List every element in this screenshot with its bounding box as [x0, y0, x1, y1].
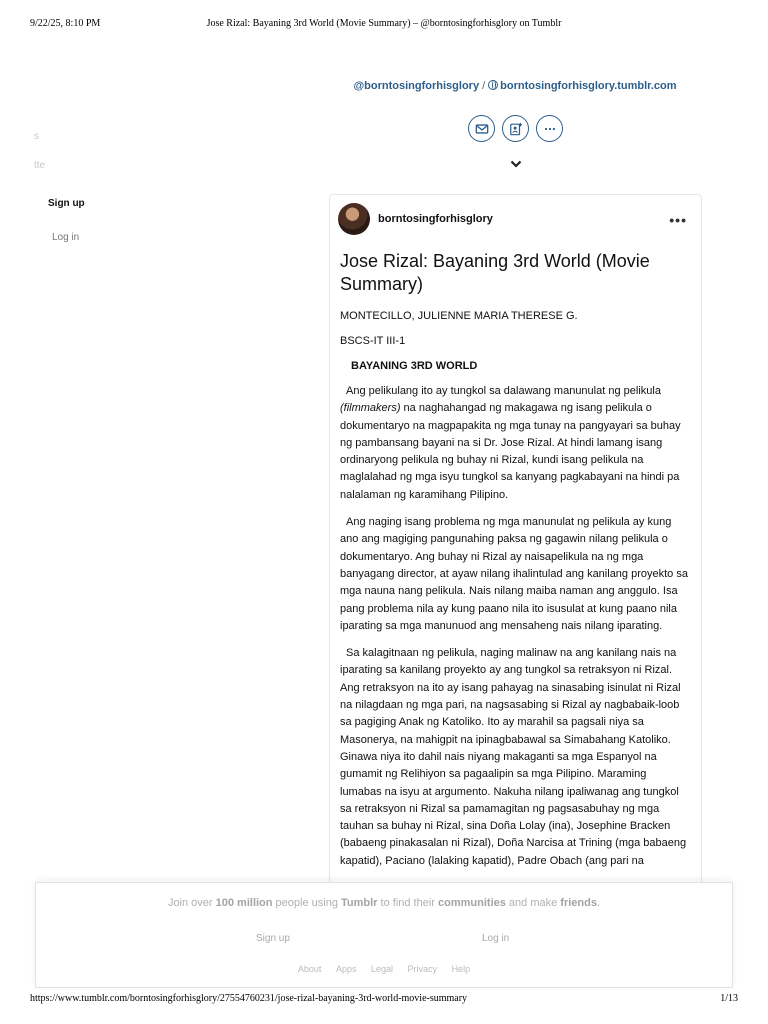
sidebar-signup-link[interactable]: Sign up — [48, 198, 85, 209]
banner-signup-button[interactable]: Sign up — [256, 933, 290, 944]
profile-card-icon — [509, 122, 523, 136]
print-url: https://www.tumblr.com/borntosingforhisglory/27554760231/jose-rizal-bayaning-3rd-world-movie-summary — [30, 993, 468, 1004]
banner-text-part: . — [596, 897, 601, 909]
mail-icon — [475, 122, 489, 136]
banner-text-part: people using — [272, 897, 341, 909]
post-paragraph-1-emphasis: (filmmakers) — [340, 402, 401, 415]
banner-text-bold: friends — [560, 897, 597, 909]
banner-text-part: to find their — [377, 897, 439, 909]
post-author-line: MONTECILLO, JULIENNE MARIA THERESE G. — [340, 310, 578, 322]
banner-text-bold: Tumblr — [341, 897, 378, 909]
blog-action-row — [468, 115, 563, 142]
post-section-heading: BAYANING 3RD WORLD — [351, 360, 478, 372]
footer-link-privacy[interactable]: Privacy — [407, 964, 438, 974]
post-author-link[interactable]: borntosingforhisglory — [378, 213, 493, 225]
post-paragraph-1-start: Ang pelikulang ito ay tungkol sa dalawang manunulat ng pelikula — [346, 385, 661, 397]
post-paragraph-3: Sa kalagitnaan ng pelikula, naging malinaw na ang kanilang nais na iparating sa kanilang proyekto ay ang tungkol sa retraksyon ni Rizal. Ang retraksyon na ito ay isang pahayag na sinasabing isinulat ni Rizal na nilagdaan ng mga pari, na nagsasabing si Rizal ay nagbabaik-loob sa pagiging Anak ng Katoliko. Ito ay marahil sa pagsali niya sa Masonerya, na mahigpit na ipinagbabawal sa Simabahang Katoliko. Ginawa niya ito dahil nais niyang makaganti sa mga Espanyol na gumamit ng Relihiyon sa pagaalipin sa mga Pilipino. Maraming lumabas na isyu at argumento. Nakuha nilang ipaliwanag ang tungkol sa retraksyon ni Rizal sa pamamagitan ng pagsasabuhay ng mga tauhan sa buhay ni Rizal, sina Doña Lolay (ina), Josephine Bracken (babaeng pinakasalan ni Rizal), Doña Narcisa at Trining (mga babaeng kapatid), Paciano (lalaking kapatid), Padre Obach (ang pari na — [340, 647, 687, 867]
avatar[interactable] — [338, 203, 370, 235]
post-class-line: BSCS-IT III-1 — [340, 335, 406, 347]
banner-text-bold: 100 million — [215, 897, 273, 909]
blog-links — [330, 80, 700, 92]
post-body — [340, 250, 690, 880]
blog-link-separator: / — [482, 80, 486, 92]
print-date: 9/22/25, 8:10 PM — [30, 18, 101, 29]
post-header — [338, 203, 693, 237]
footer-link-about[interactable]: About — [297, 964, 322, 974]
sidebar-faint-text-2: tte — [34, 160, 46, 171]
blog-handle-link[interactable]: @borntosingforhisglory — [353, 80, 480, 92]
post-title: Jose Rizal: Bayaning 3rd World (Movie Summary) — [340, 251, 650, 294]
print-page-number: 1/13 — [720, 993, 738, 1004]
banner-message — [36, 897, 732, 909]
more-icon — [543, 122, 557, 136]
post-more-icon[interactable]: ••• — [669, 212, 687, 228]
banner-text-part: and make — [505, 897, 561, 909]
post-card — [329, 194, 702, 894]
banner-footer-links — [36, 964, 732, 974]
banner-text-part: Join over — [167, 897, 216, 909]
print-doc-title: Jose Rizal: Bayaning 3rd World (Movie Summary) – @borntosingforhisglory on Tumblr — [206, 18, 562, 29]
sidebar-faint-text-1: s — [34, 131, 39, 142]
footer-link-help[interactable]: Help — [451, 964, 471, 974]
message-button[interactable] — [468, 115, 495, 142]
banner-text-bold: communities — [438, 897, 506, 909]
follow-button[interactable] — [502, 115, 529, 142]
blog-domain-link[interactable]: borntosingforhisglory.tumblr.com — [500, 80, 677, 92]
footer-link-legal[interactable]: Legal — [370, 964, 394, 974]
print-footer — [0, 993, 768, 1007]
sidebar-login-link[interactable]: Log in — [52, 232, 80, 243]
banner-login-button[interactable]: Log in — [482, 933, 510, 944]
post-paragraph-1 — [340, 383, 690, 504]
chevron-down-icon[interactable] — [509, 157, 523, 171]
more-options-button[interactable] — [536, 115, 563, 142]
globe-icon — [488, 80, 498, 90]
footer-link-apps[interactable]: Apps — [335, 964, 357, 974]
post-paragraph-2: Ang naging isang problema ng mga manunulat ng pelikula ay kung ano ang magiging pangunahing paksa ng gagawin nilang pelikula o dokumentaryo. Ang buhay ni Rizal ay naisapelikula na ng mga banyagang director, at ayaw nilang ihalintulad ang kanilang proyekto sa mga nauna nang pelikula. Nais nilang maiba naman ang anggulo. Isa pang problema nila ay kung paano nila ito isusulat at kung paano nila iparating sa mga manunuod ang mensaheng nais nilang iparating. — [340, 516, 688, 632]
signup-banner — [35, 882, 733, 988]
post-paragraph-1-end: na naghahangad ng makagawa ng isang pelikula o dokumentaryo na magpapakita ng mga tunay na pangyayari sa buhay ng pambansang bayani na si Dr. Jose Rizal. At hindi lamang isang ordinaryong pelikula ng buhay ni Rizal, kundi isang pelikula na maglalahad ng mga isyu tungkol sa kanyang pagkabayani na hindi pa nalalaman ng karamihang Pilipino. — [340, 402, 681, 501]
print-header — [0, 18, 768, 34]
